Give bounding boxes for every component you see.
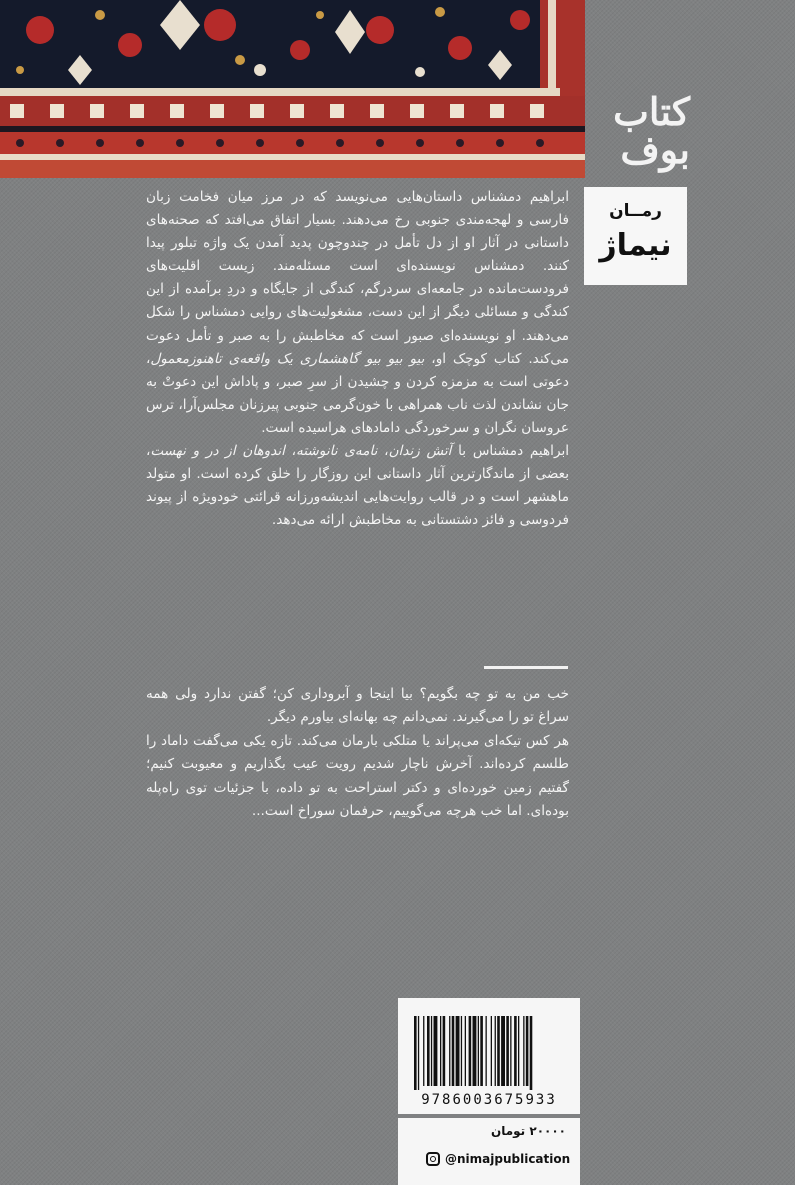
divider [484, 666, 568, 669]
barcode-bar [497, 1016, 500, 1086]
barcode-bar [427, 1016, 430, 1086]
barcode-bar [452, 1016, 455, 1086]
blurb-paragraph-2 [146, 440, 569, 532]
barcode-bar [456, 1016, 460, 1086]
barcode-bar [423, 1016, 424, 1086]
blurb-text: ، بعضی از ماندگارترین آثار داستانی این روزگار را خلق کرده است. او متولد ماهشهر است و در قالب روایت‌هایی اندیشه‌ورزانه قرائتی خودویژه از پیوند فردوسی و فائز دشتستانی به مخاطبش ارائه می‌دهد. [146, 443, 569, 529]
price-label: ۲۰۰۰۰ تومان [490, 1124, 566, 1138]
separator: ، [284, 443, 297, 460]
panel-separator [398, 1114, 580, 1118]
blurb-text: ابراهیم دمشناس داستان‌هایی می‌نویسد که در مرز میان فخامت زبان فارسی و لهجه‌مندی جنوبی رخ می‌دهند. بسیار اتفاق می‌افتد که صحنه‌های داستانی در آثار او از دل تأمل در چندوچون پدید آمدن یک واژه تبلور پیدا کنند. دمشناس نویسنده‌ای است مسئله‌مند. زیست اقلیت‌های فرودست‌مانده در جامعه‌ای سردرگم، کندگی از جایگاه و دردِ برآمده از این کندگی و مسائلی دیگر از این دست، مشغولیت‌های روایی دمشناس را شکل می‌دهند. او نویسنده‌ای صبور است که مخاطبش را به صبر و تأمل دعوت می‌کند. کتاب کوچک او، [146, 189, 570, 367]
brand-line-2: بوف [620, 127, 690, 172]
brand-line-1: کتاب [613, 89, 690, 134]
book-title: بیو بیو بیو گاهشماری یک واقعه‌ی تاهنوزمعمول [150, 350, 425, 367]
barcode-bar [461, 1016, 462, 1086]
barcode-bar [530, 1016, 533, 1090]
book-title: نامه‌ی نانوشته [296, 443, 378, 460]
blurb-paragraph-1 [146, 186, 569, 440]
excerpt-paragraph-1: خب من به تو چه بگویم؟ بیا اینجا و آبروداری کن؛ گفتن ندارد ولی همه سراغ تو را می‌گیرند. نمی‌دانم چه بهانه‌ای بیاورم دیگر. [146, 686, 569, 726]
barcode-bar [523, 1016, 524, 1086]
instagram-handle: @nimajpublication [445, 1152, 571, 1166]
separator: ، [377, 443, 389, 460]
publisher-badge [584, 187, 687, 285]
barcode-bar [440, 1016, 441, 1086]
barcode-bar [501, 1016, 505, 1086]
blurb-text: ، دعوتی است به مزمزه کردن و چشیدن از سرِ صبر، و پاداش این دعوتْ به جان نشاندن لذت ناب همراهی با خون‌گرمی جنوبی پیرزنان مجلس‌آرا، ترس عروسان نگران و سرخوردگی دامادهای هراسیده است. [146, 350, 569, 436]
book-title: آتش زندان [388, 443, 452, 460]
social-handle [426, 1149, 570, 1169]
back-cover-blurb [146, 186, 569, 532]
barcode-bar [431, 1016, 432, 1086]
barcode-bar [510, 1016, 511, 1086]
barcode-bar [478, 1016, 479, 1086]
barcode-panel [398, 998, 580, 1185]
barcode-bar [506, 1016, 509, 1086]
barcode-bar [495, 1016, 496, 1086]
genre-label: رمــان [609, 201, 662, 221]
book-title: اندوهان از در و نهست [150, 443, 285, 460]
blurb-text: ابراهیم دمشناس با [451, 443, 570, 460]
barcode-bar [414, 1016, 417, 1090]
brand-logo [590, 89, 690, 172]
barcode-bar [469, 1016, 472, 1086]
barcode-bar [518, 1016, 519, 1086]
carpet-image [0, 0, 585, 178]
publisher-logo: نیماژ [599, 228, 672, 263]
barcode-bar [526, 1016, 529, 1086]
barcode-bar [491, 1016, 492, 1086]
barcode-bar [443, 1016, 446, 1086]
book-excerpt [146, 683, 569, 823]
instagram-icon [426, 1152, 440, 1166]
barcode-bar [465, 1016, 466, 1086]
excerpt-paragraph-2: هر کس تیکه‌ای می‌پراند یا متلکی بارمان می‌کند. تازه یکی می‌گفت داماد را طلسم کرده‌اند. آخرش ناچار شدیم رویت عیب بگذاریم و معیوبت کنیم؛ گفتیم زمین خورده‌ای و دکتر استراحت به تو داده، با جزئیات توی راه‌پله بوده‌ای. اما خب هرچه می‌گوییم، حرفمان سوراخ است... [146, 732, 569, 820]
barcode-bar [418, 1016, 419, 1090]
barcode-bar [449, 1016, 450, 1086]
barcode-bar [473, 1016, 477, 1086]
barcode-bar [514, 1016, 517, 1086]
isbn-number: 9786003675933 [421, 1092, 557, 1108]
barcode-bar [486, 1016, 487, 1086]
barcode-bar [434, 1016, 438, 1086]
barcode-bar [480, 1016, 483, 1086]
barcode [412, 1016, 566, 1090]
